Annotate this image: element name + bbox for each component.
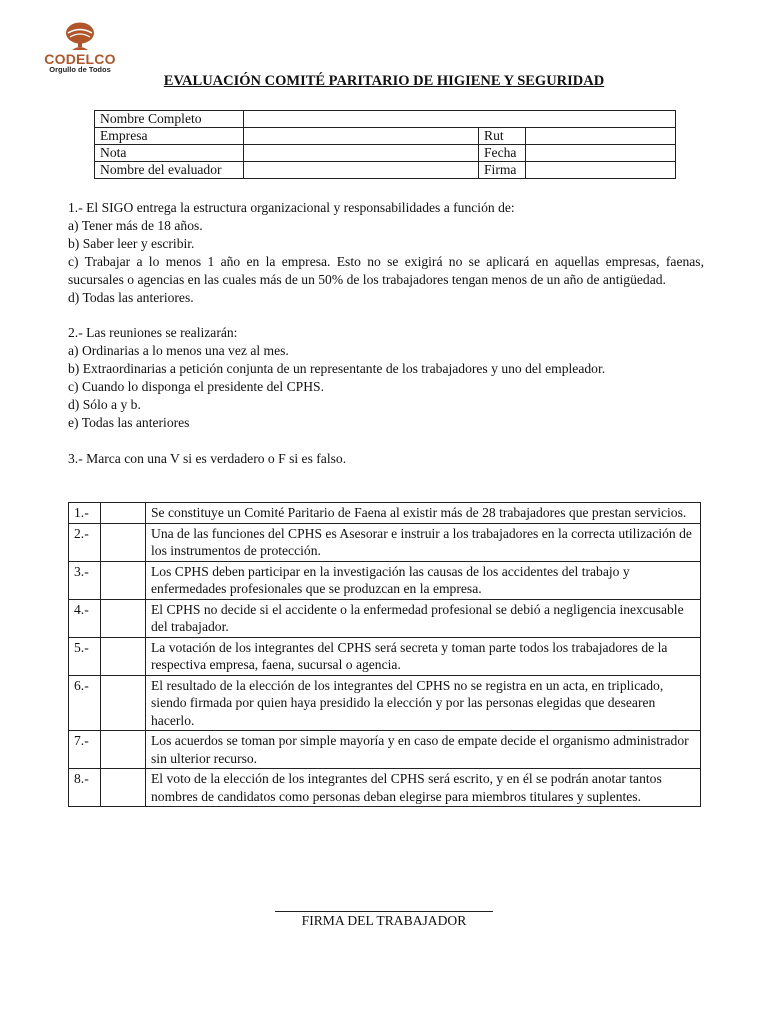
- table-row: [69, 675, 701, 731]
- empresa-field[interactable]: [244, 128, 479, 145]
- nombre-label: Nombre Completo: [95, 111, 244, 128]
- evaluador-label: Nombre del evaluador: [95, 162, 244, 179]
- q1-option-b: b) Saber leer y escribir.: [68, 235, 195, 251]
- row-number: 7.-: [69, 731, 101, 769]
- row-number: 3.-: [69, 561, 101, 599]
- statement-text: Los CPHS deben participar en la investigación las causas de los accidentes del trabajo y enfermedades profesionales que se produzcan en la empresa.: [146, 561, 701, 599]
- answer-cell[interactable]: [101, 731, 146, 769]
- firma-label: Firma: [479, 162, 526, 179]
- answer-cell[interactable]: [101, 769, 146, 807]
- question-3: 3.- Marca con una V si es verdadero o F si es falso.: [68, 450, 347, 466]
- row-number: 6.-: [69, 675, 101, 731]
- q2-option-a: a) Ordinarias a lo menos una vez al mes.: [68, 343, 289, 359]
- nota-field[interactable]: [244, 145, 479, 162]
- statement-text: Los acuerdos se toman por simple mayoría y en caso de empate decide el organismo administrador sin ulterior recurso.: [146, 731, 701, 769]
- q1-option-c: c) Trabajar a lo menos 1 año en la empresa. Esto no se exigirá no se aplicará en aquellas empresas, faenas, sucursales o agencias en las cuales más de un 50% de los trabajadores tengan menos de un año de antigüedad.: [68, 253, 704, 287]
- row-number: 4.-: [69, 599, 101, 637]
- answer-cell[interactable]: [101, 675, 146, 731]
- statement-text: El voto de la elección de los integrantes del CPHS será escrito, y en él se podrán anotar tantos nombres de candidatos como personas deban elegirse para miembros titulares y suplentes.: [146, 769, 701, 807]
- q2-option-d: d) Sólo a y b.: [68, 396, 141, 412]
- statement-text: Una de las funciones del CPHS es Asesorar e instruir a los trabajadores en la correcta utilización de los instrumentos de protección.: [146, 523, 701, 561]
- answer-cell[interactable]: [101, 561, 146, 599]
- row-number: 8.-: [69, 769, 101, 807]
- q2-option-c: c) Cuando lo disponga el presidente del CPHS.: [68, 379, 324, 395]
- answer-cell[interactable]: [101, 599, 146, 637]
- logo-tagline: Orgullo de Todos: [49, 65, 111, 74]
- question-2: 2.- Las reuniones se realizarán:: [68, 325, 238, 341]
- nombre-field[interactable]: [244, 111, 676, 128]
- table-row: [69, 599, 701, 637]
- company-logo: [40, 22, 120, 74]
- fecha-field[interactable]: [526, 145, 676, 162]
- statement-text: El CPHS no decide si el accidente o la enfermedad profesional se debió a negligencia inexcusable del trabajador.: [146, 599, 701, 637]
- rut-field[interactable]: [526, 128, 676, 145]
- answer-cell[interactable]: [101, 523, 146, 561]
- q2-option-e: e) Todas las anteriores: [68, 414, 190, 430]
- empresa-label: Empresa: [95, 128, 244, 145]
- row-number: 2.-: [69, 523, 101, 561]
- logo-brand: CODELCO: [44, 51, 116, 67]
- question-1: 1.- El SIGO entrega la estructura organizacional y responsabilidades a función de:: [68, 200, 515, 215]
- page-title: EVALUACIÓN COMITÉ PARITARIO DE HIGIENE Y SEGURIDAD: [163, 73, 605, 89]
- codelco-emblem-icon: [63, 22, 97, 52]
- table-row: [69, 503, 701, 524]
- rut-label: Rut: [479, 128, 526, 145]
- q2-option-b: b) Extraordinarias a petición conjunta de un representante de los trabajadores y uno del empleador.: [68, 361, 606, 377]
- table-row: [69, 769, 701, 807]
- statement-text: Se constituye un Comité Paritario de Faena al existir más de 28 trabajadores que prestan servicios.: [146, 503, 701, 524]
- table-row: [69, 523, 701, 561]
- q1-option-d: d) Todas las anteriores.: [68, 289, 194, 305]
- info-table: [94, 110, 676, 179]
- table-row: [69, 731, 701, 769]
- true-false-table: [68, 502, 701, 807]
- answer-cell[interactable]: [101, 503, 146, 524]
- signature-line[interactable]: [275, 911, 493, 912]
- table-row: [69, 637, 701, 675]
- nota-label: Nota: [95, 145, 244, 162]
- fecha-label: Fecha: [479, 145, 526, 162]
- row-number: 5.-: [69, 637, 101, 675]
- questions-section: [68, 199, 704, 468]
- firma-field[interactable]: [526, 162, 676, 179]
- answer-cell[interactable]: [101, 637, 146, 675]
- signature-label: FIRMA DEL TRABAJADOR: [301, 913, 467, 928]
- evaluador-field[interactable]: [244, 162, 479, 179]
- statement-text: La votación de los integrantes del CPHS será secreta y toman parte todos los trabajadores de la respectiva empresa, faena, sucursal o agencia.: [146, 637, 701, 675]
- q1-option-a: a) Tener más de 18 años.: [68, 217, 203, 233]
- table-row: [69, 561, 701, 599]
- statement-text: El resultado de la elección de los integrantes del CPHS no se registra en un acta, en triplicado, siendo firmada por quien haya presidido la elección y por las personas elegidas que desearen hacerlo.: [146, 675, 701, 731]
- row-number: 1.-: [69, 503, 101, 524]
